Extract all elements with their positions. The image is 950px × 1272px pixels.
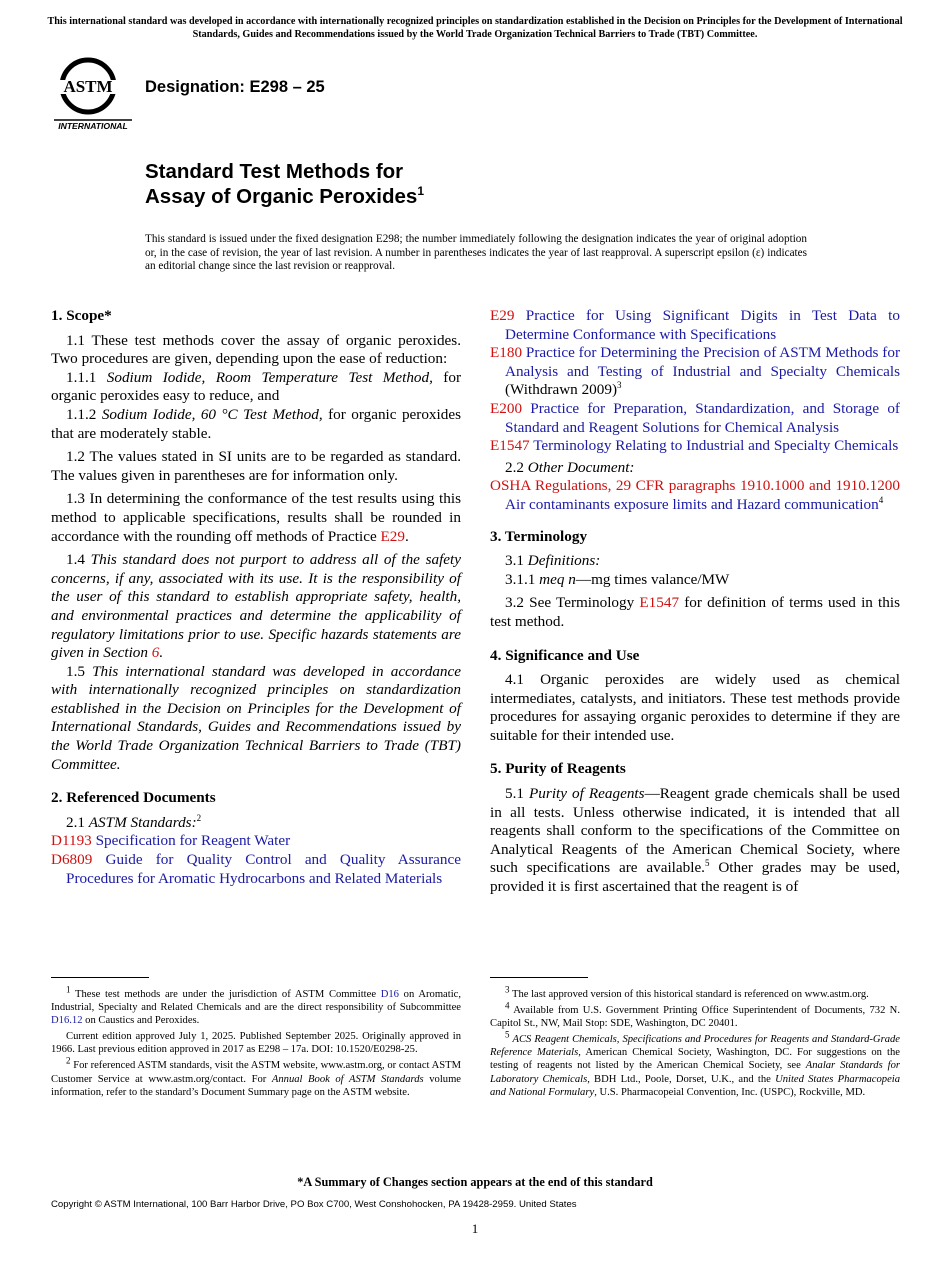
left-column bbox=[51, 307, 461, 888]
link-d16[interactable]: D16 bbox=[380, 989, 399, 1000]
para-1-2: 1.2 The values stated in SI units are to be regarded as standard. The values given in parentheses are for information only. bbox=[51, 448, 461, 484]
footnote-rule-left bbox=[51, 977, 149, 978]
footnote-4: $^4$ Available from U.S. Government Printing Office Superintendent of Documents, 732 N. Capitol St., NW, Mail Stop: SDE, Washington, DC 20401. bbox=[490, 1000, 900, 1030]
ref-e180[interactable]: E180 Practice for Determining the Precision of ASTM Methods for Analysis and Testing of Industrial and Specialty Chemicals (Withdrawn 2009)$^3$ bbox=[490, 344, 901, 399]
para-3-1-1: 3.1.1 meq n—mg times valance/MW bbox=[505, 570, 730, 588]
page-number: 1 bbox=[471, 1221, 479, 1236]
link-e1547[interactable]: E1547 bbox=[639, 594, 680, 612]
para-1-3: 1.3 In determining the conformance of the test results using this method to applicable specifications, results shall be rounded in accordance with the rounding off methods of Practice E29. bbox=[51, 490, 461, 545]
footnote-2: $^2$ For referenced ASTM standards, visit the ASTM website, www.astm.org, or contact ASTM Customer Service at www.astm.org/contact. For Annual Book of ASTM Standards volume information, refer to the standard’s Document Summary page on the ASTM website. bbox=[51, 1055, 462, 1098]
ref-osha[interactable]: OSHA Regulations, 29 CFR paragraphs 1910.1000 and 1910.1200 Air contaminants exposure limits and Hazard communication$^4$ bbox=[490, 477, 900, 513]
link-d16-12[interactable]: D16.12 bbox=[51, 1015, 83, 1027]
title-line-2: Assay of Organic Peroxides bbox=[145, 184, 418, 208]
para-3-1: 3.1 Definitions: bbox=[505, 552, 601, 570]
para-4-1: 4.1 Organic peroxides are widely used as chemical intermediates, catalysts, and initiators. These test methods provide procedures for assaying organic peroxides to determine if they are suitable for their intended use. bbox=[490, 671, 900, 744]
ref-d1193[interactable]: D1193 Specification for Reagent Water bbox=[51, 832, 291, 850]
link-e29[interactable]: E29 bbox=[380, 527, 405, 545]
right-column bbox=[490, 307, 900, 902]
footnote-3: $^3$ The last approved version of this historical standard is referenced on www.astm.org. bbox=[505, 984, 869, 1000]
section-heading-scope: 1. Scope* bbox=[51, 307, 112, 324]
para-2-2: 2.2 Other Document: bbox=[505, 458, 635, 476]
summary-note: *A Summary of Changes section appears at the end of this standard bbox=[297, 1175, 653, 1189]
para-5-1: 5.1 Purity of Reagents—Reagent grade chemicals shall be used in all tests. Unless otherwise indicated, it is intended that all reagents shall conform to the specifications of the Committee on Analytical Reagents of the American Chemical Society, where such specifications are available.$^5$ Other grades may be used, provided it is first ascertained that the reagent is of bbox=[490, 785, 901, 896]
astm-logo bbox=[52, 56, 136, 132]
para-1-1-1: 1.1.1 Sodium Iodide, Room Temperature Test Method, for organic peroxides easy to reduce, and bbox=[51, 368, 462, 405]
title-footnote-mark: 1 bbox=[417, 183, 424, 198]
footnote-5: $^5$ ACS Reagent Chemicals, Specifications and Procedures for Reagents and Standard-Grade Reference Materials, American Chemical Society, Washington, DC. For suggestions on the testing of reagents not listed by the American Chemical Society, see Analar Standards for Laboratory Chemicals, BDH Ltd., Poole, Dorset, U.K., and the United States Pharmacopeia and National Formulary, U.S. Pharmacopeial Convention, Inc. (USPC), Rockville, MD. bbox=[490, 1029, 901, 1098]
issued-note: This standard is issued under the fixed designation E298; the number immediately following the designation indicates the year of original adoption or, in the case of revision, the year of last revision. A number in parentheses indicates the year of last reapproval. A superscript epsilon (ε) indicates an editorial change since the last revision or reapproval. bbox=[145, 233, 807, 273]
logo-subtext: INTERNATIONAL bbox=[58, 121, 128, 131]
section-heading-purity: 5. Purity of Reagents bbox=[490, 760, 626, 778]
section-heading-significance: 4. Significance and Use bbox=[490, 646, 640, 664]
footnotes-left bbox=[51, 984, 462, 1102]
link-section-6[interactable]: 6 bbox=[151, 644, 160, 662]
footnote-rule-right bbox=[490, 977, 588, 978]
ref-e29[interactable]: E29 Practice for Using Significant Digits in Test Data to Determine Conformance with Specifications bbox=[490, 307, 900, 343]
top-note: This international standard was developed in accordance with internationally recognized principles on standardization established in the Decision on Principles for the Development of International Standards, Guides and Recommendations issued by the World Trade Organization Technical Barriers to Trade (TBT) Committee. bbox=[47, 16, 903, 40]
footnote-1: $^1$ These test methods are under the jurisdiction of ASTM Committee D16 on Aromatic, Industrial, Specialty and Related Chemicals and are the direct responsibility of Subcommittee D16.12 on Caustics and Peroxides. bbox=[51, 984, 461, 1027]
para-1-4: 1.4 This standard does not purport to address all of the safety concerns, if any, associated with its use. It is the responsibility of the user of this standard to establish appropriate safety, health, and environmental practices and determine the applicability of regulatory limitations prior to use. Specific hazards statements are given in Section 6. bbox=[51, 551, 462, 662]
copyright: Copyright © ASTM International, 100 Barr Harbor Drive, PO Box C700, West Conshohocken, PA 19428-2959. United States bbox=[51, 1199, 577, 1210]
title-line-1: Standard Test Methods for bbox=[145, 160, 404, 183]
para-1-5: 1.5 This international standard was developed in accordance with internationally recognized principles on standardization established in the Decision on Principles for the Development of International Standards, Guides and Recommendations issued by the World Trade Organization Technical Barriers to Trade (TBT) Committee. bbox=[51, 662, 462, 773]
document-title bbox=[145, 160, 424, 209]
edition-note: Current edition approved July 1, 2025. Published September 2025. Originally approved in 1966. Last previous edition approved in 2017 as E298 – 17a. DOI: 10.1520/E0298-25. bbox=[51, 1031, 461, 1056]
para-1-1-2: 1.1.2 Sodium Iodide, 60 °C Test Method, for organic peroxides that are moderately stable. bbox=[51, 405, 461, 442]
logo-text: ASTM bbox=[63, 77, 113, 96]
ref-d6809[interactable]: D6809 Guide for Quality Control and Quality Assurance Procedures for Aromatic Hydrocarbons and Related Materials bbox=[51, 851, 461, 887]
ref-e1547[interactable]: E1547 Terminology Relating to Industrial and Specialty Chemicals bbox=[490, 437, 899, 455]
para-3-2: 3.2 See Terminology E1547 for definition of terms used in this test method. bbox=[490, 594, 900, 630]
para-2-1: 2.1 ASTM Standards:$^2$ bbox=[66, 812, 202, 831]
section-heading-referenced: 2. Referenced Documents bbox=[51, 789, 216, 807]
footnotes-right bbox=[490, 984, 901, 1102]
para-1-1: 1.1 These test methods cover the assay of organic peroxides. Two procedures are given, depending upon the ease of reduction: bbox=[51, 331, 461, 368]
ref-e200[interactable]: E200 Practice for Preparation, Standardization, and Storage of Standard and Reagent Solutions for Chemical Analysis bbox=[490, 399, 900, 436]
section-heading-terminology: 3. Terminology bbox=[490, 527, 588, 545]
designation: Designation: E298 – 25 bbox=[145, 78, 325, 96]
